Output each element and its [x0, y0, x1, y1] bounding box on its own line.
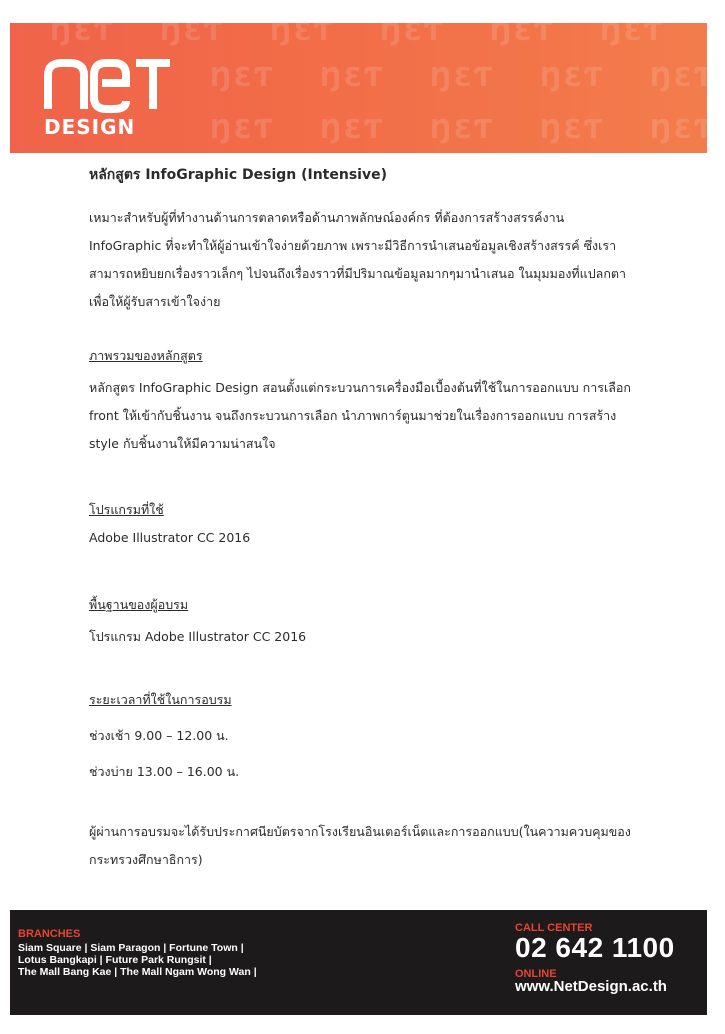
schedule-morning: ช่วงเช้า 9.00 – 12.00 น.: [89, 728, 229, 743]
call-center-label: CALL CENTER: [515, 922, 593, 934]
overview-paragraph: [89, 374, 649, 458]
schedule-afternoon: ช่วงบ่าย 13.00 – 16.00 น.: [89, 764, 240, 779]
certificate-line: ผู้ผ่านการอบรมจะได้รับประกาศนียบัตรจากโรงเรียนอินเตอร์เน็ตและการออกแบบ(ในความควบคุมของ: [89, 824, 631, 839]
branch-line: The Mall Bang Kae | The Mall Ngam Wong Wan |: [18, 966, 257, 978]
logo-design-text: DESIGN: [44, 115, 136, 139]
intro-line: สามารถหยิบยกเรื่องราวเล็กๆ ไปจนถึงเรื่องราวที่มีปริมาณข้อมูลมากๆมานำเสนอ ในมุมมองที่แปลกตา: [89, 266, 627, 281]
online-label: ONLINE: [515, 968, 557, 980]
schedule-heading: ระยะเวลาที่ใช้ในการอบรม: [89, 692, 232, 707]
net-design-logo: [44, 57, 174, 147]
branches-label: BRANCHES: [18, 928, 81, 940]
background-heading: พื้นฐานของผู้อบรม: [89, 597, 189, 612]
overview-heading: ภาพรวมของหลักสูตร: [89, 348, 203, 363]
intro-line: เหมาะสำหรับผู้ที่ทำงานด้านการตลาดหรือด้านภาพลักษณ์องค์กร ที่ต้องการสร้างสรรค์งาน: [89, 210, 565, 225]
net-logo-icon: [44, 57, 174, 115]
branch-line: Siam Square | Siam Paragon | Fortune Town |: [18, 942, 244, 954]
background-value: โปรแกรม Adobe Illustrator CC 2016: [89, 629, 307, 644]
certificate-line: กระทรวงศึกษาธิการ): [89, 852, 203, 867]
overview-line: style กับชิ้นงานให้มีความน่าสนใจ: [89, 436, 276, 451]
header-banner: ŊƐƬ ŊƐƬ ŊƐƬ ŊƐƬ ŊƐƬ ŊƐƬ ŊƐƬ ŊƐƬ ŊƐƬ ŊƐƬ ŊƐƬ ŊƐƬ ŊƐƬ ŊƐƬ ŊƐƬ ŊƐƬ DESIGN: [10, 23, 707, 153]
course-title: หลักสูตร InfoGraphic Design (Intensive): [89, 167, 387, 183]
call-center-phone: 02 642 1100: [515, 932, 675, 963]
overview-line: หลักสูตร InfoGraphic Design สอนตั้งแต่กระบวนการเครื่องมือเบื้องต้นที่ใช้ในการออกแบบ การเลือก: [89, 380, 631, 395]
footer-bar: [10, 910, 707, 1015]
intro-line: เพื่อให้ผู้รับสารเข้าใจง่าย: [89, 294, 221, 309]
intro-paragraph: [89, 204, 649, 316]
program-heading: โปรแกรมที่ใช้: [89, 502, 164, 517]
certificate-paragraph: [89, 818, 649, 874]
website-link[interactable]: www.NetDesign.ac.th: [515, 978, 667, 995]
program-value: Adobe Illustrator CC 2016: [89, 530, 251, 545]
overview-line: front ให้เข้ากับชิ้นงาน จนถึงกระบวนการเลือก นำภาพการ์ตูนมาช่วยในเรื่องการออกแบบ การสร้าง: [89, 408, 617, 423]
branch-line: Lotus Bangkapi | Future Park Rungsit |: [18, 954, 212, 966]
intro-line: InfoGraphic ที่จะทำให้ผู้อ่านเข้าใจง่ายด้วยภาพ เพราะมีวิธีการนำเสนอข้อมูลเชิงสร้างสรรค์ ซึ่งเรา: [89, 238, 617, 253]
